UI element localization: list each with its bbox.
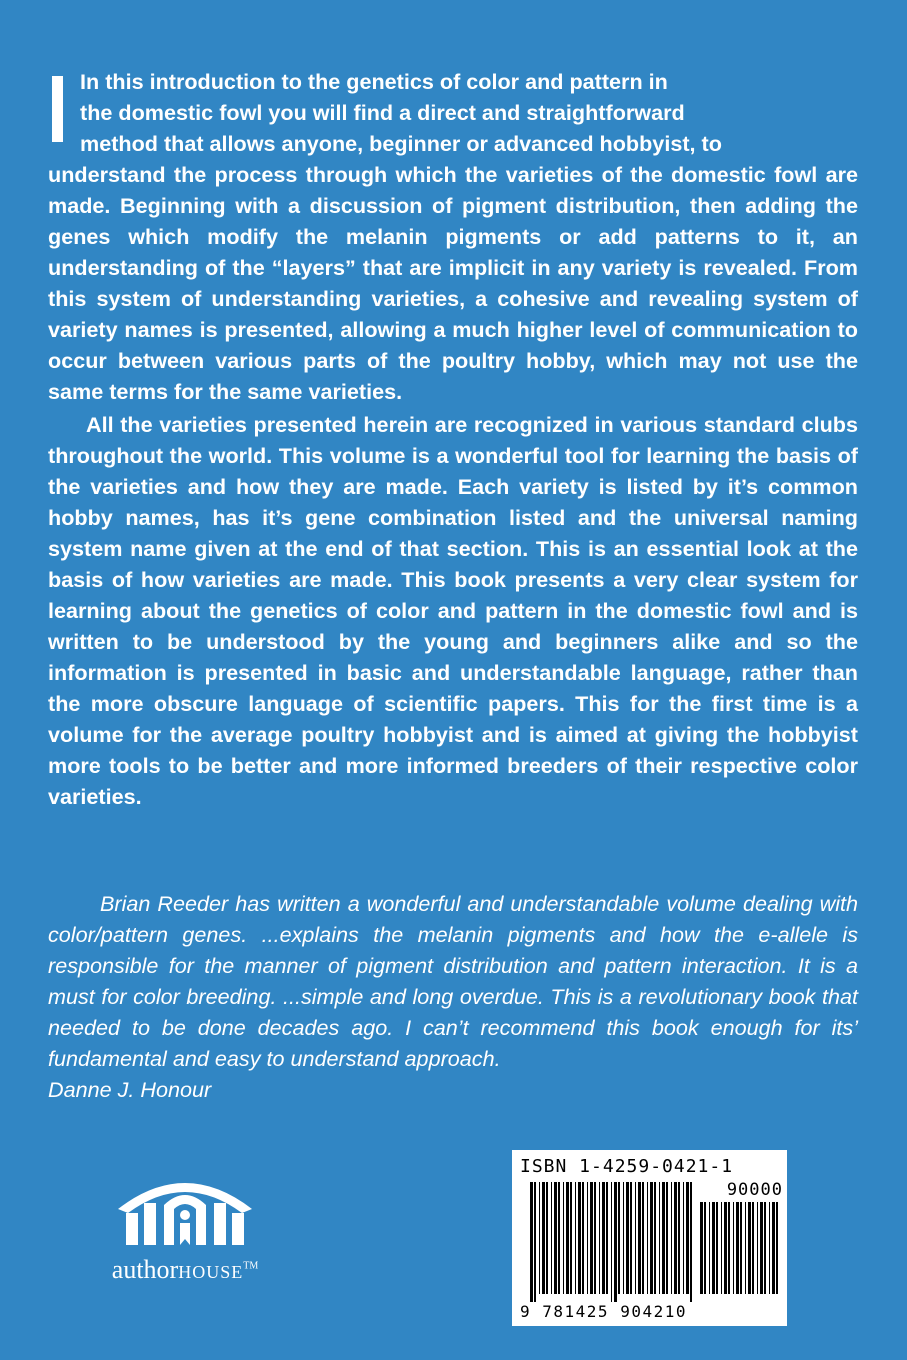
- barcode-bar: [659, 1182, 660, 1294]
- blurb-line-2: the domestic fowl you will find a direct and straightforward: [80, 100, 685, 125]
- trademark-mark: TM: [243, 1260, 259, 1272]
- barcode-bar: [575, 1182, 576, 1294]
- barcode-bar: [590, 1182, 593, 1294]
- barcode-bar: [554, 1182, 557, 1294]
- barcode-bar: [611, 1182, 612, 1302]
- barcode-bar: [752, 1202, 754, 1294]
- barcode-bar: [776, 1202, 778, 1294]
- barcode-bar: [558, 1182, 560, 1294]
- drop-cap-letter: [52, 76, 63, 142]
- barcode-bar: [635, 1182, 636, 1294]
- isbn-label: ISBN 1-4259-0421-1: [520, 1156, 734, 1177]
- barcode-bar: [614, 1182, 617, 1302]
- barcode-bar: [630, 1182, 632, 1294]
- barcode-bar: [728, 1202, 730, 1294]
- barcode-bar: [709, 1202, 710, 1294]
- barcode-bar: [542, 1182, 545, 1294]
- barcode-bar: [587, 1182, 588, 1294]
- ean-digits: 9 781425 904210: [520, 1302, 687, 1321]
- barcode-bar: [570, 1182, 572, 1294]
- barcode-bar: [606, 1182, 608, 1294]
- barcode-bar: [618, 1182, 620, 1294]
- publisher-name-house: HOUSE: [178, 1262, 244, 1282]
- barcode-bar: [704, 1202, 706, 1294]
- review-quote: [48, 888, 858, 1105]
- barcode-bar: [736, 1202, 739, 1294]
- barcode-bar: [674, 1182, 677, 1294]
- review-text: Brian Reeder has written a wonderful and understandable volume dealing with color/pattern genes. ...explains the melanin pigments and how the e-allele is responsible for the manner of pigment distribution and pattern interaction. It is a must for color breeding. ...simple and long overdue. This is a revolutionary book that needed to be done decades ago. I can’t recommend this book enough for its’ fundamental and easy to understand approach.: [48, 891, 858, 1071]
- barcode-bar: [623, 1182, 624, 1294]
- review-author: Danne J. Honour: [48, 1077, 212, 1102]
- barcode-bar: [769, 1202, 770, 1294]
- barcode-bar: [594, 1182, 596, 1294]
- barcode-bar: [654, 1182, 656, 1294]
- building-arch-icon: [110, 1165, 260, 1247]
- barcode-bar: [686, 1182, 689, 1294]
- isbn-barcode: [512, 1150, 787, 1326]
- barcode-bar: [662, 1182, 665, 1294]
- barcode-bar: [582, 1182, 584, 1294]
- addon-barcode-bars: [700, 1202, 780, 1302]
- barcode-bar: [678, 1182, 680, 1294]
- back-cover-blurb: [48, 66, 858, 812]
- barcode-bar: [748, 1202, 751, 1294]
- blurb-line-3: method that allows anyone, beginner or advanced hobbyist, to: [80, 131, 722, 156]
- barcode-bar: [671, 1182, 672, 1294]
- blurb-line-1: In this introduction to the genetics of color and pattern in: [80, 69, 668, 94]
- barcode-bar: [551, 1182, 552, 1294]
- barcode-bar: [716, 1202, 718, 1294]
- barcode-bar: [712, 1202, 715, 1294]
- barcode-bar: [566, 1182, 569, 1294]
- barcode-bar: [578, 1182, 581, 1294]
- barcode-bar: [757, 1202, 758, 1294]
- publisher-logo: [80, 1165, 290, 1305]
- barcode-bar: [546, 1182, 548, 1294]
- barcode-bar: [760, 1202, 763, 1294]
- barcode-bar: [740, 1202, 742, 1294]
- barcode-bar: [642, 1182, 644, 1294]
- blurb-paragraph-1: [48, 66, 858, 407]
- barcode-bar: [666, 1182, 668, 1294]
- barcode-bar: [539, 1182, 540, 1294]
- barcode-bar: [626, 1182, 629, 1294]
- barcode-bar: [733, 1202, 734, 1294]
- barcode-bar: [700, 1202, 703, 1294]
- barcode-bar: [764, 1202, 766, 1294]
- barcode-bar: [721, 1202, 722, 1294]
- barcode-bar: [599, 1182, 600, 1294]
- blurb-paragraph-1-rest: understand the process through which the varieties of the domestic fowl are made. Beginning with a discussion of pigment distribution, then adding the genes which modify the melanin pigments or add patterns to it, an understanding of the “layers” that are implicit in any variety is revealed. From this system of understanding varieties, a cohesive and revealing system of variety names is presented, allowing a much higher level of communication to occur between various parts of the poultry hobby, which may not use the same terms for the same varieties.: [48, 162, 858, 404]
- barcode-bar: [602, 1182, 605, 1294]
- barcode-bar: [772, 1202, 775, 1294]
- barcode-bars: [530, 1182, 694, 1302]
- blurb-paragraph-2: All the varieties presented herein are recognized in various standard clubs throughout the world. This volume is a wonderful tool for learning the basis of the varieties and how they are made. Each variety is listed by it’s common hobby names, has it’s gene combination listed and the universal naming system name given at the end of that section. This is an essential look at the basis of how varieties are made. This book presents a very clear system for learning about the genetics of color and pattern in the domestic fowl and is written to be understood by the young and beginners alike and so the information is presented in basic and understandable language, rather than the more obscure language of scientific papers. This for the first time is a volume for the average poultry hobbyist and is aimed at giving the hobbyist more tools to be better and more informed breeders of their respective color varieties.: [48, 412, 858, 809]
- barcode-bar: [650, 1182, 653, 1294]
- barcode-bar: [530, 1182, 533, 1302]
- barcode-bar: [683, 1182, 684, 1294]
- barcode-bar: [638, 1182, 641, 1294]
- price-code: 90000: [726, 1180, 783, 1200]
- barcode-bar: [724, 1202, 727, 1294]
- barcode-bar: [534, 1182, 536, 1302]
- barcode-bar: [563, 1182, 564, 1294]
- barcode-bar: [690, 1182, 692, 1302]
- barcode-bar: [745, 1202, 746, 1294]
- publisher-name: [80, 1255, 290, 1285]
- barcode-bar: [647, 1182, 648, 1294]
- publisher-name-author: author: [111, 1255, 179, 1284]
